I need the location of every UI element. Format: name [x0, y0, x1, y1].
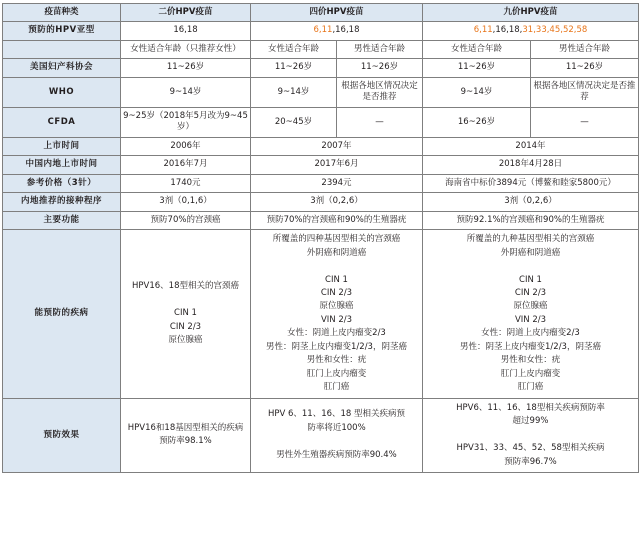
cell-line: 防率将近100%: [307, 422, 366, 433]
table-row: [3, 137, 639, 155]
row-label-launch-time: 上市时间: [3, 137, 121, 155]
cell-line: VIN 2/3: [514, 314, 547, 325]
cell-line: 肛门上皮内瘤变: [306, 368, 367, 379]
cell-who-quadrivalent-female: 9~14岁: [251, 77, 337, 107]
cell-line: 肛门上皮内瘤变: [500, 368, 561, 379]
cell-line: [253, 435, 420, 448]
cell-who-quadrivalent-male: 根据各地区情况决定是否推荐: [337, 77, 423, 107]
cell-line: 女性：阴道上皮内瘤变2/3: [287, 328, 386, 339]
subheader-nonavalent-female-age: 女性适合年龄: [423, 40, 531, 58]
cell-acog-quadrivalent-female: 11~26岁: [251, 59, 337, 77]
cell-cfda-nonavalent-female: 16~26岁: [423, 107, 531, 137]
cell-line: 男性和女性：疣: [306, 355, 367, 366]
row-label-efficacy: 预防效果: [3, 398, 121, 472]
table-row: [3, 398, 639, 472]
corner-label: 疫苗种类: [3, 4, 121, 22]
row-label-cfda: CFDA: [3, 107, 121, 137]
subheader-nonavalent-male-age: 男性适合年龄: [531, 40, 639, 58]
cell-function-bivalent: 预防70%的宫颈癌: [121, 211, 251, 229]
row-label-blank: [3, 40, 121, 58]
cell-line: 外阴癌和阴道癌: [306, 247, 367, 258]
cell-schedule-bivalent: 3剂（0,1,6）: [121, 193, 251, 211]
column-header-quadrivalent: 四价HPV疫苗: [251, 4, 423, 22]
cell-diseases-nonavalent: [423, 230, 639, 399]
table-row: [3, 59, 639, 77]
cell-line: 肛门癌: [517, 382, 544, 393]
subtypes-quadrivalent-highlight: 6,11: [313, 25, 333, 36]
cell-launch-bivalent: 2006年: [121, 137, 251, 155]
row-label-schedule: 内地推荐的接种程序: [3, 193, 121, 211]
cell-line: VIN 2/3: [320, 314, 353, 325]
row-label-preventable-diseases: 能预防的疾病: [3, 230, 121, 399]
cell-who-bivalent: 9~14岁: [121, 77, 251, 107]
subheader-quadrivalent-female-age: 女性适合年龄: [251, 40, 337, 58]
cell-line: 原位腺癌: [168, 335, 203, 346]
cell-schedule-quadrivalent: 3剂（0,2,6）: [251, 193, 423, 211]
cell-line: 女性：阴道上皮内瘤变2/3: [481, 328, 580, 339]
cell-line: CIN 1: [519, 274, 542, 285]
cell-cfda-nonavalent-male: —: [531, 107, 639, 137]
row-label-china-launch-time: 中国内地上市时间: [3, 156, 121, 174]
cell-who-nonavalent-female: 9~14岁: [423, 77, 531, 107]
cell-line: HPV 6、11、16、18 型相关疾病预: [267, 409, 406, 420]
subtypes-nonavalent-highlight-1: 6,11: [473, 25, 493, 36]
cell-line: HPV16、18型相关的宫颈癌: [132, 281, 239, 292]
cell-line: [253, 260, 420, 273]
cell-price-nonavalent: 海南省中标价3894元（博鳌和睦家5800元）: [423, 174, 639, 192]
cell-line: CIN 2/3: [169, 321, 202, 332]
cell-line: 预防率98.1%: [159, 436, 212, 447]
cell-line: CIN 1: [325, 274, 348, 285]
row-label-main-function: 主要功能: [3, 211, 121, 229]
cell-line: 原位腺癌: [513, 301, 548, 312]
subtypes-nonavalent-highlight-2: 31,33,45,52,58: [522, 25, 588, 36]
subtypes-nonavalent-mid: ,16,18,: [492, 25, 523, 36]
column-header-bivalent: 二价HPV疫苗: [121, 4, 251, 22]
cell-who-nonavalent-male: 根据各地区情况决定是否推荐: [531, 77, 639, 107]
cell-line: CIN 2/3: [514, 287, 547, 298]
cell-efficacy-quadrivalent: [251, 398, 423, 472]
cell-function-nonavalent: 预防92.1%的宫颈癌和90%的生殖器疣: [423, 211, 639, 229]
cell-price-bivalent: 1740元: [121, 174, 251, 192]
cell-line: [123, 294, 248, 307]
cell-line: 所覆盖的四种基因型相关的宫颈癌: [272, 234, 401, 245]
cell-subtypes-quadrivalent: [251, 22, 423, 40]
cell-acog-quadrivalent-male: 11~26岁: [337, 59, 423, 77]
cell-line: CIN 2/3: [320, 287, 353, 298]
table-row: [3, 193, 639, 211]
cell-line: 预防率96.7%: [504, 456, 557, 467]
table-row: [3, 174, 639, 192]
cell-line: [425, 260, 636, 273]
cell-schedule-nonavalent: 3剂（0,2,6）: [423, 193, 639, 211]
table-row: [3, 77, 639, 107]
cell-diseases-bivalent: [121, 230, 251, 399]
cell-line: 肛门癌: [323, 382, 350, 393]
cell-china-launch-bivalent: 2016年7月: [121, 156, 251, 174]
cell-line: 男性外生殖器疾病预防率90.4%: [276, 449, 397, 460]
table-row: [3, 230, 639, 399]
table-row: [3, 156, 639, 174]
cell-line: HPV16和18基因型相关的疾病: [127, 422, 244, 433]
table-subheader-row: [3, 40, 639, 58]
cell-efficacy-nonavalent: [423, 398, 639, 472]
cell-line: HPV31、33、45、52、58型相关疾病: [456, 443, 605, 454]
table-row: [3, 22, 639, 40]
cell-acog-nonavalent-male: 11~26岁: [531, 59, 639, 77]
cell-acog-nonavalent-female: 11~26岁: [423, 59, 531, 77]
cell-line: 所覆盖的九种基因型相关的宫颈癌: [466, 234, 595, 245]
cell-diseases-quadrivalent: [251, 230, 423, 399]
cell-china-launch-nonavalent: 2018年4月28日: [423, 156, 639, 174]
cell-line: CIN 1: [174, 308, 197, 319]
cell-launch-nonavalent: 2014年: [423, 137, 639, 155]
table-header-row: [3, 4, 639, 22]
cell-cfda-quadrivalent-female: 20~45岁: [251, 107, 337, 137]
cell-line: HPV6、11、16、18型相关疾病预防率: [456, 402, 605, 413]
cell-line: 外阴癌和阴道癌: [500, 247, 561, 258]
cell-cfda-quadrivalent-male: —: [337, 107, 423, 137]
cell-line: 男性：阴茎上皮内瘤变1/2/3，阴茎癌: [266, 341, 407, 352]
cell-line: 超过99%: [512, 416, 549, 427]
cell-line: 男性：阴茎上皮内瘤变1/2/3，阴茎癌: [460, 341, 601, 352]
subtypes-quadrivalent-rest: ,16,18: [332, 25, 360, 36]
column-header-nonavalent: 九价HPV疫苗: [423, 4, 639, 22]
cell-cfda-bivalent: 9~25岁（2018年5月改为9~45岁）: [121, 107, 251, 137]
cell-subtypes-bivalent: 16,18: [121, 22, 251, 40]
table-row: [3, 211, 639, 229]
cell-subtypes-nonavalent: [423, 22, 639, 40]
vaccine-comparison-table: [2, 3, 639, 473]
cell-line: 男性和女性：疣: [500, 355, 561, 366]
cell-line: 原位腺癌: [319, 301, 354, 312]
cell-function-quadrivalent: 预防70%的宫颈癌和90%的生殖器疣: [251, 211, 423, 229]
subheader-bivalent-female-age: 女性适合年龄（只推荐女性）: [121, 40, 251, 58]
row-label-who: WHO: [3, 77, 121, 107]
row-label-acog: 美国妇产科协会: [3, 59, 121, 77]
row-label-hpv-subtypes: 预防的HPV亚型: [3, 22, 121, 40]
cell-price-quadrivalent: 2394元: [251, 174, 423, 192]
row-label-price: 参考价格（3针）: [3, 174, 121, 192]
cell-line: [425, 429, 636, 442]
subheader-quadrivalent-male-age: 男性适合年龄: [337, 40, 423, 58]
cell-launch-quadrivalent: 2007年: [251, 137, 423, 155]
cell-efficacy-bivalent: [121, 398, 251, 472]
cell-acog-bivalent: 11~26岁: [121, 59, 251, 77]
table-row: [3, 107, 639, 137]
cell-china-launch-quadrivalent: 2017年6月: [251, 156, 423, 174]
